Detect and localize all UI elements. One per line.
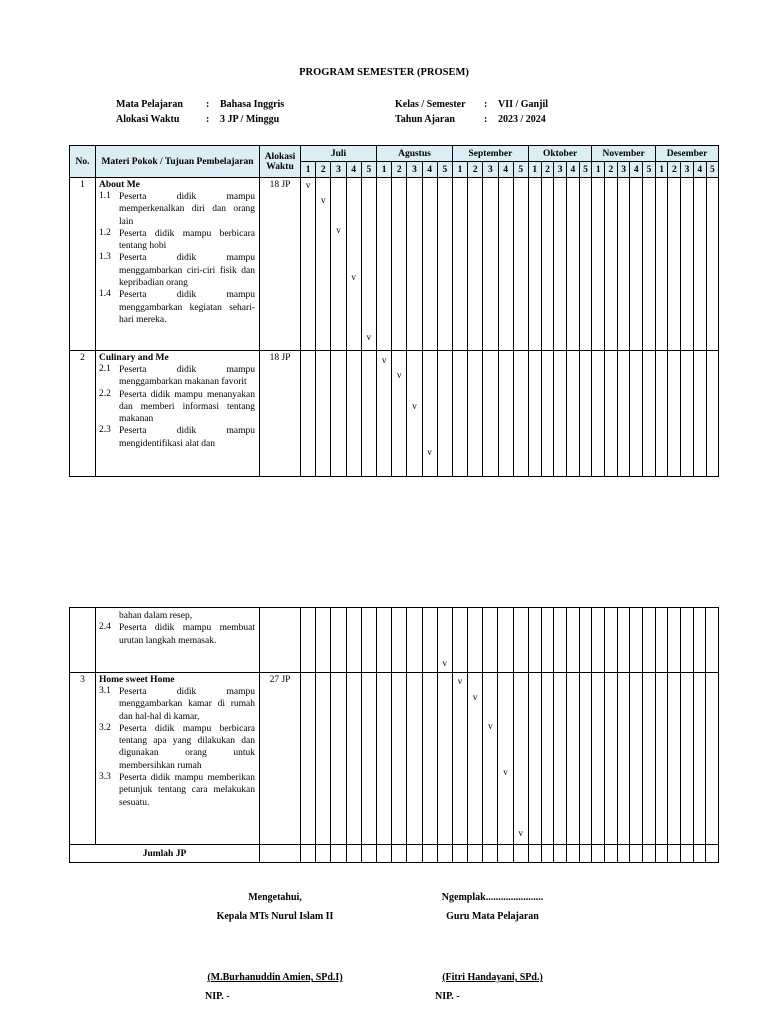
header-week: 2 [668,162,681,178]
week-cell [346,673,361,845]
week-cell [422,673,437,845]
week-cell [706,178,719,351]
row-no: 3 [70,673,96,845]
week-cell [605,351,618,477]
week-cell [301,608,316,673]
week-cell [498,178,513,351]
week-cell [655,673,668,845]
footer-cell [655,845,668,863]
week-cell [468,351,483,477]
week-cell [566,608,579,673]
row-materi [96,673,260,845]
week-cell [579,351,592,477]
sig-right-line2: Guru Mata Pelajaran [446,911,539,922]
header-week: 5 [361,162,376,178]
week-cell [407,178,422,351]
week-cell [579,608,592,673]
week-cell [655,608,668,673]
objective-text: Peserta didik mampu mengidentifikasi alat dan [119,426,255,449]
header-week: 1 [301,162,316,178]
check-mark: v [427,447,432,457]
week-cell [630,608,643,673]
week-cell [376,608,391,673]
header-no: No. [70,146,96,178]
week-cell [301,673,316,845]
header-week: 1 [377,162,392,178]
week-cell [377,178,392,351]
header-week: 2 [605,162,618,178]
header-month: Agustus [377,146,453,162]
header-alokasi: Alokasi Waktu [260,146,301,178]
week-cell [483,608,498,673]
objective-number: 2.4 [99,622,111,633]
week-cell [668,608,681,673]
week-cell [498,673,513,845]
alokasi-value: 3 JP / Minggu [220,114,280,125]
week-cell [392,608,407,673]
week-cell [513,608,528,673]
objective-item [96,622,259,647]
objective-number: 2.3 [99,425,111,436]
check-mark: v [397,370,402,380]
table-row [70,351,719,477]
row-jp: 27 JP [260,673,301,845]
check-mark: v [305,180,311,190]
week-cell [513,673,528,845]
objective-item [96,364,259,389]
objective-item [96,252,259,289]
footer-cell [483,845,498,863]
week-cell [592,178,605,351]
check-mark: v [457,676,463,686]
objective-text: bahan dalam resep, [119,611,193,621]
week-cell [316,178,331,351]
objective-text: Peserta didik mampu menggambarkan makanan favorit [119,365,255,388]
week-cell [706,351,719,477]
week-cell [630,178,643,351]
footer-cell [316,845,331,863]
week-cell [452,351,467,477]
week-cell [422,608,437,673]
week-cell [554,351,567,477]
week-cell [541,673,554,845]
footer-cell [554,845,567,863]
header-month: November [592,146,655,162]
footer-cell [422,845,437,863]
footer-cell [668,845,681,863]
footer-cell [513,845,528,863]
footer-cell [346,845,361,863]
week-cell [392,178,407,351]
week-cell [554,178,567,351]
week-cell [604,608,617,673]
week-cell [316,608,331,673]
week-cell [579,178,592,351]
header-week: 4 [630,162,643,178]
row-materi [96,351,260,477]
week-cell [316,673,331,845]
week-cell [566,178,579,351]
week-cell [361,673,376,845]
week-cell [346,608,361,673]
prosem-table-page2 [69,607,719,863]
week-cell [468,673,483,845]
sig-right-line1: Ngemplak....................... [441,892,544,903]
week-cell [605,178,618,351]
week-cell [422,178,437,351]
week-cell [498,351,513,477]
week-cell [468,608,483,673]
header-week: 4 [498,162,513,178]
week-cell [681,351,694,477]
header-week: 5 [513,162,528,178]
objective-number: 1.3 [99,252,111,263]
week-cell [331,673,346,845]
objective-item [96,289,259,326]
week-cell [377,351,392,477]
tahun-sep: : [484,114,488,125]
week-cell [541,608,554,673]
objective-text: Peserta didik mampu berbicara tentang apa yang dilakukan dan digunakan orang untuk membersihkan rumah [119,723,255,771]
check-mark: v [336,225,341,235]
document-title: PROGRAM SEMESTER (PROSEM) [299,67,469,78]
week-cell [301,351,316,477]
week-cell [483,673,498,845]
week-cell [693,673,706,845]
week-cell [361,351,376,477]
header-week: 4 [346,162,361,178]
week-cell [617,351,630,477]
objective-text: Peserta didik mampu membuat urutan langkah memasak. [119,623,255,646]
row-jp [260,608,301,673]
mapel-value: Bahasa Inggris [220,99,285,110]
objective-item [96,425,259,450]
check-mark: v [442,658,448,668]
footer-jumlah-jp: Jumlah JP [70,845,260,863]
sig-left-line1: Mengetahui, [248,892,302,903]
objective-text: Peserta didik mampu memperkenalkan diri dan orang lain [119,192,255,227]
week-cell [452,178,467,351]
objective-item [96,723,259,772]
header-week: 1 [452,162,467,178]
topic-title: Home sweet Home [99,675,175,685]
week-cell [592,351,605,477]
check-mark: v [518,828,523,838]
week-cell [528,351,541,477]
footer-cell [407,845,422,863]
header-month: Desember [655,146,719,162]
week-cell [346,351,361,477]
row-jp: 18 JP [260,351,301,477]
week-cell [554,673,567,845]
check-mark: v [351,272,356,282]
week-cell [643,178,656,351]
tahun-label: Tahun Ajaran [395,114,455,125]
week-cell [579,673,592,845]
row-no [70,608,96,673]
week-cell [422,351,437,477]
week-cell [483,178,498,351]
topic-title: Culinary and Me [99,353,169,363]
week-cell [541,178,554,351]
objective-number: 3.3 [99,772,111,783]
header-week: 5 [643,162,656,178]
footer-cell [452,845,467,863]
week-cell [407,608,422,673]
week-cell [655,351,668,477]
week-cell [693,351,706,477]
footer-cell [331,845,346,863]
alokasi-label: Alokasi Waktu [116,114,180,125]
header-week: 5 [437,162,452,178]
objective-text: Peserta didik mampu menggambarkan kegiatan sehari-hari mereka. [119,290,255,325]
week-cell [668,673,681,845]
table-row [70,673,719,845]
week-cell [643,351,656,477]
week-cell [437,351,452,477]
week-cell [437,608,452,673]
week-cell [407,673,422,845]
objective-number: 1.4 [99,289,111,300]
header-week: 3 [407,162,422,178]
footer-cell [643,845,656,863]
footer-cell [528,845,541,863]
prosem-table-page1 [69,145,719,477]
footer-cell [617,845,630,863]
week-cell [681,178,694,351]
objective-text: Peserta didik mampu menggambarkan kamar di rumah dan hal-hal di kamar, [119,687,255,722]
week-cell [617,673,630,845]
mapel-sep: : [206,99,210,110]
objective-item [96,191,259,228]
header-week: 2 [468,162,483,178]
header-week: 5 [579,162,592,178]
alokasi-sep: : [206,114,210,125]
week-cell [706,608,719,673]
footer-cell [392,845,407,863]
week-cell [566,351,579,477]
footer-cell [541,845,554,863]
week-cell [566,673,579,845]
row-materi [96,608,260,673]
footer-cell [376,845,391,863]
check-mark: v [472,692,478,702]
footer-cell [468,845,483,863]
week-cell [376,673,391,845]
footer-cell [301,845,316,863]
sig-left-nip: NIP. - [205,991,230,1002]
week-cell [617,608,630,673]
week-cell [468,178,483,351]
sig-left-line2: Kepala MTs Nurul Islam II [216,911,334,922]
objective-text: Peserta didik mampu memberikan petunjuk tentang cara melakukan sesuatu. [119,773,255,808]
header-week: 5 [706,162,719,178]
footer-cell [681,845,694,863]
week-cell [361,178,376,351]
week-cell [693,608,706,673]
header-month: Juli [301,146,377,162]
week-cell [668,178,681,351]
objective-number: 2.2 [99,388,111,399]
footer-cell [498,845,513,863]
header-week: 4 [422,162,437,178]
footer-cell [361,845,376,863]
week-cell [592,608,605,673]
header-month: Oktober [528,146,591,162]
week-cell [346,178,361,351]
sig-right-nip: NIP. - [435,991,460,1002]
footer-cell [579,845,592,863]
objective-item [96,686,259,723]
objective-text: Peserta didik mampu berbicara tentang hobi [119,228,255,252]
week-cell [668,351,681,477]
row-no: 2 [70,351,96,477]
header-week: 4 [566,162,579,178]
footer-cell [630,845,643,863]
week-cell [483,351,498,477]
week-cell [643,673,656,845]
check-mark: v [381,355,387,365]
week-cell [655,178,668,351]
objective-item [96,228,259,253]
footer-jp-total [260,845,301,863]
row-no: 1 [70,178,96,351]
sig-left-name: (M.Burhanuddin Amien, SPd.I) [207,972,343,983]
header-week: 1 [592,162,605,178]
table-row [70,178,719,351]
header-week: 3 [681,162,694,178]
week-cell [452,673,467,845]
footer-cell [693,845,706,863]
week-cell [706,673,719,845]
week-cell [592,673,605,845]
objective-number: 3.1 [99,686,111,696]
kelas-label: Kelas / Semester [395,99,466,110]
row-jp: 18 JP [260,178,301,351]
check-mark: v [488,721,493,731]
week-cell [316,351,331,477]
week-cell [528,178,541,351]
tahun-value: 2023 / 2024 [498,114,546,125]
objective-number: 1.2 [99,227,111,238]
header-week: 3 [554,162,567,178]
table-row [70,608,719,673]
week-cell [513,351,528,477]
check-mark: v [321,195,326,205]
objective-item [96,772,259,809]
week-cell [437,178,452,351]
week-cell [452,608,467,673]
week-cell [554,608,567,673]
week-cell [528,673,541,845]
header-week: 3 [331,162,346,178]
week-cell [392,673,407,845]
footer-cell [604,845,617,863]
week-cell [392,351,407,477]
header-week: 1 [655,162,668,178]
objective-text: Peserta didik mampu menanyakan dan memberi informasi tentang makanan [119,389,255,425]
header-week: 3 [483,162,498,178]
week-cell [407,351,422,477]
header-week: 4 [693,162,706,178]
week-cell [331,608,346,673]
topic-title: About Me [99,180,140,190]
kelas-value: VII / Ganjil [498,99,549,110]
objective-item [96,389,259,426]
objective-number: 1.1 [99,191,111,201]
week-cell [630,673,643,845]
check-mark: v [412,401,417,411]
row-materi [96,178,260,351]
objective-text: Peserta didik mampu menggambarkan ciri-ciri fisik dan kepribadian orang [119,253,255,289]
check-mark: v [503,767,508,777]
week-cell [643,608,656,673]
footer-cell [592,845,605,863]
week-cell [541,351,554,477]
header-month: September [452,146,528,162]
header-week: 1 [528,162,541,178]
objective-number [99,610,119,622]
week-cell [331,178,346,351]
sig-right-name: (Fitri Handayani, SPd.) [442,972,543,983]
footer-cell [706,845,719,863]
header-week: 2 [392,162,407,178]
header-week: 3 [617,162,630,178]
week-cell [630,351,643,477]
week-cell [437,673,452,845]
week-cell [361,608,376,673]
week-cell [617,178,630,351]
week-cell [681,673,694,845]
header-week: 2 [316,162,331,178]
objective-number: 3.2 [99,722,111,733]
week-cell [301,178,316,351]
week-cell [693,178,706,351]
week-cell [498,608,513,673]
objective-item [96,610,259,622]
week-cell [681,608,694,673]
header-week: 2 [541,162,554,178]
header-materi: Materi Pokok / Tujuan Pembelajaran [96,146,260,178]
week-cell [604,673,617,845]
check-mark: v [366,332,372,342]
kelas-sep: : [484,99,488,110]
footer-cell [437,845,452,863]
week-cell [331,351,346,477]
footer-cell [566,845,579,863]
week-cell [513,178,528,351]
week-cell [528,608,541,673]
mapel-label: Mata Pelajaran [116,99,183,110]
objective-number: 2.1 [99,364,111,374]
